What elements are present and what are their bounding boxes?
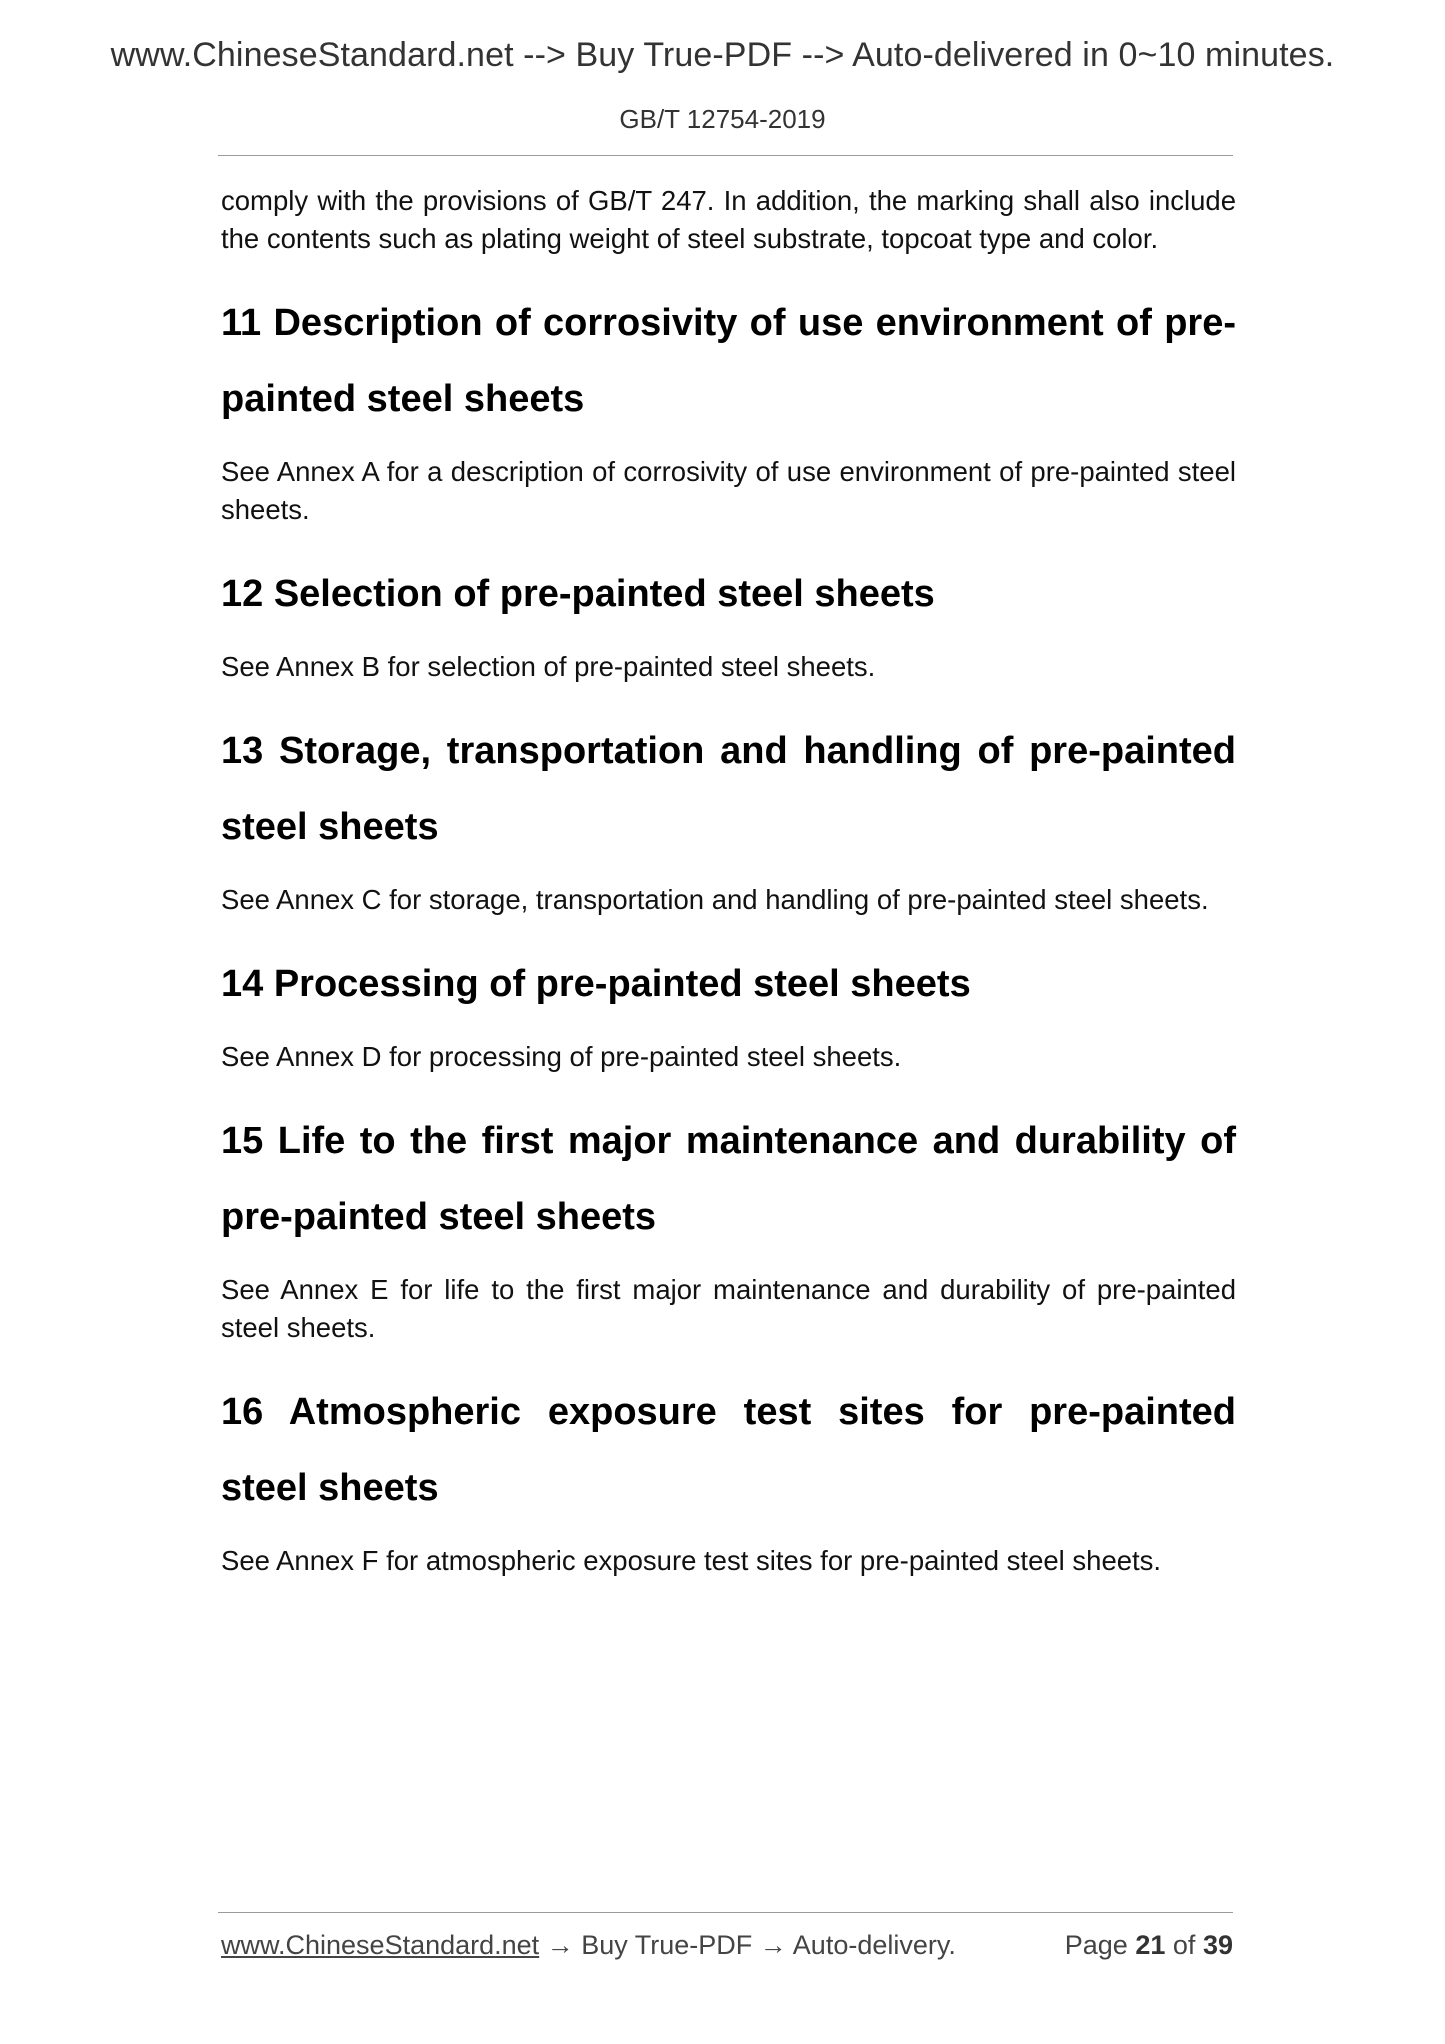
footer-buy-text: Buy True-PDF [581, 1930, 753, 1960]
header-divider [218, 155, 1233, 156]
section-15-text: See Annex E for life to the first major maintenance and durability of pre-painted steel sheets. [221, 1274, 1236, 1343]
section-12 [221, 556, 1236, 632]
section-15-heading-line-1: 15 Life to the first major maintenance and durability of [221, 1120, 1236, 1162]
section-13 [221, 713, 1236, 865]
section-14 [221, 946, 1236, 1022]
arrow-right-icon: → [759, 1930, 787, 1960]
section-11 [221, 285, 1236, 437]
total-pages: 39 [1202, 1930, 1233, 1960]
footer-divider [218, 1912, 1233, 1913]
section-15 [221, 1103, 1236, 1255]
section-14-text: See Annex D for processing of pre-painted steel sheets. [221, 1041, 902, 1072]
section-16 [221, 1374, 1236, 1526]
page-label: Page [1064, 1930, 1128, 1960]
section-12-heading: 12 Selection of pre-painted steel sheets [221, 573, 935, 615]
section-14-heading: 14 Processing of pre-painted steel sheets [221, 963, 971, 1005]
footer-promo [221, 1930, 956, 1961]
section-13-heading-line-2: steel sheets [221, 806, 439, 848]
section-16-text: See Annex F for atmospheric exposure test sites for pre-painted steel sheets. [221, 1545, 1162, 1576]
page-indicator [1065, 1930, 1233, 1961]
section-11-heading-line-1: 11 Description of corrosivity of use environment of pre- [221, 302, 1236, 344]
page-body [221, 182, 1236, 1607]
section-16-heading-line-1: 16 Atmospheric exposure test sites for pre-painted [221, 1391, 1236, 1433]
page-number: 21 [1135, 1930, 1166, 1960]
section-16-heading-line-2: steel sheets [221, 1467, 439, 1509]
section-15-heading-line-2: pre-painted steel sheets [221, 1196, 657, 1238]
section-12-text: See Annex B for selection of pre-painted steel sheets. [221, 651, 876, 682]
document-code: GB/T 12754-2019 [619, 104, 826, 134]
section-11-text: See Annex A for a description of corrosivity of use environment of pre-painted steel sheets. [221, 456, 1236, 525]
footer-delivery-text: Auto-delivery. [792, 1930, 956, 1960]
top-banner: www.ChineseStandard.net --> Buy True-PDF --> Auto-delivered in 0~10 minutes. [110, 36, 1335, 74]
intro-paragraph: comply with the provisions of GB/T 247. In addition, the marking shall also include the contents such as plating weight of steel substrate, topcoat type and color. [221, 185, 1236, 254]
section-13-text: See Annex C for storage, transportation and handling of pre-painted steel sheets. [221, 884, 1209, 915]
section-13-heading-line-1: 13 Storage, transportation and handling of pre-painted [221, 730, 1236, 772]
arrow-right-icon: → [546, 1930, 574, 1960]
section-11-heading-line-2: painted steel sheets [221, 378, 585, 420]
of-label: of [1172, 1930, 1196, 1960]
footer-website-link[interactable]: www.ChineseStandard.net [221, 1930, 540, 1960]
